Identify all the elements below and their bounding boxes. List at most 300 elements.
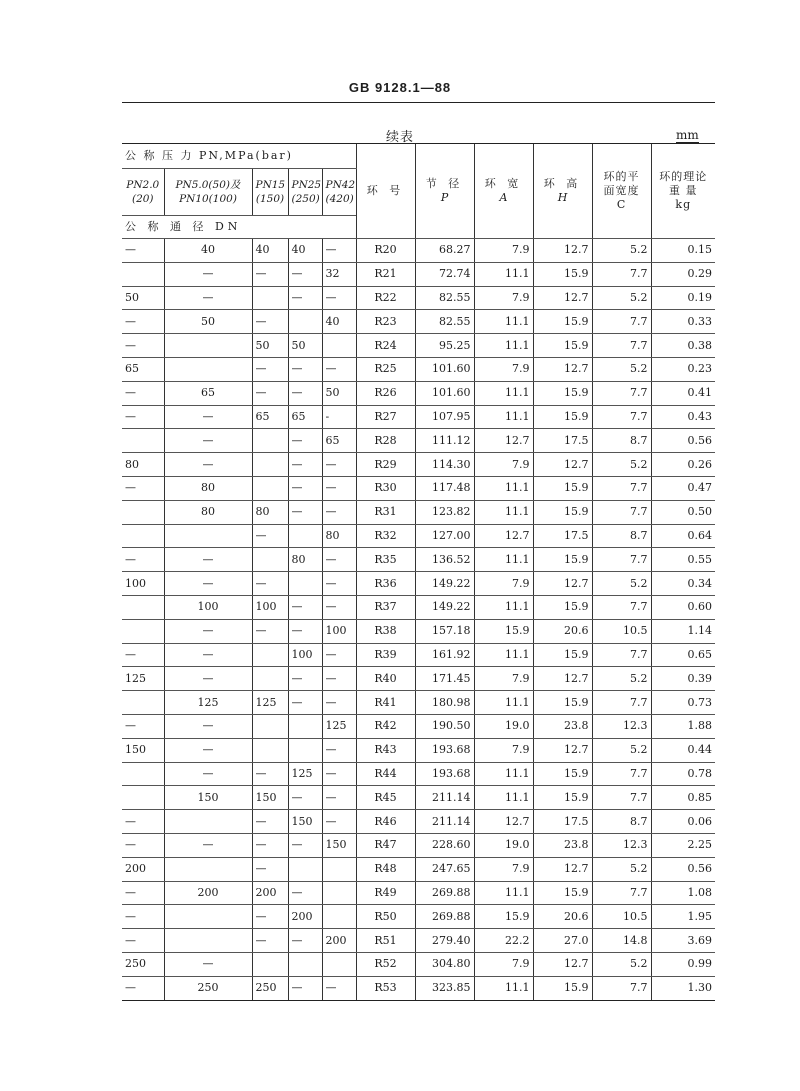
cell-width-a: 11.1 bbox=[474, 334, 533, 358]
cell-height-h: 15.9 bbox=[533, 976, 592, 1000]
cell-pn250: — bbox=[288, 381, 322, 405]
table-row bbox=[122, 952, 715, 976]
cell-pn20: 65 bbox=[122, 357, 164, 381]
cell-width-a: 7.9 bbox=[474, 286, 533, 310]
cell-pn20 bbox=[122, 429, 164, 453]
cell-pn250: — bbox=[288, 976, 322, 1000]
pn-col-5-line2: (420) bbox=[325, 193, 354, 205]
cell-pitch-p: 82.55 bbox=[415, 310, 474, 334]
cell-pn20 bbox=[122, 262, 164, 286]
cell-flat-c: 7.7 bbox=[592, 548, 651, 572]
cell-pn50-100: — bbox=[164, 833, 252, 857]
cell-pn20: 100 bbox=[122, 572, 164, 596]
cell-pn20: — bbox=[122, 310, 164, 334]
cell-pn150: 50 bbox=[252, 334, 288, 358]
pn-col-header-3 bbox=[252, 169, 288, 216]
cell-pn420: — bbox=[322, 762, 356, 786]
cell-pn250: — bbox=[288, 476, 322, 500]
cell-pitch-p: 157.18 bbox=[415, 619, 474, 643]
ring-height-label: 环 高 bbox=[543, 177, 582, 190]
cell-pitch-p: 323.85 bbox=[415, 976, 474, 1000]
cell-ring-no: R50 bbox=[356, 905, 415, 929]
cell-flat-c: 5.2 bbox=[592, 239, 651, 263]
cell-width-a: 11.1 bbox=[474, 691, 533, 715]
cell-ring-no: R43 bbox=[356, 738, 415, 762]
cell-pn420: — bbox=[322, 595, 356, 619]
cell-height-h: 17.5 bbox=[533, 524, 592, 548]
cell-pn250: — bbox=[288, 262, 322, 286]
cell-flat-c: 5.2 bbox=[592, 572, 651, 596]
table-row bbox=[122, 929, 715, 953]
cell-weight-kg: 0.65 bbox=[651, 643, 715, 667]
cell-height-h: 12.7 bbox=[533, 738, 592, 762]
cell-width-a: 15.9 bbox=[474, 905, 533, 929]
weight-label-1: 环的理论 bbox=[659, 170, 708, 183]
cell-pn20: — bbox=[122, 881, 164, 905]
pn-col-1-line2: (20) bbox=[131, 193, 154, 205]
cell-weight-kg: 0.06 bbox=[651, 810, 715, 834]
cell-flat-c: 5.2 bbox=[592, 286, 651, 310]
cell-pn420: 100 bbox=[322, 619, 356, 643]
cell-pitch-p: 107.95 bbox=[415, 405, 474, 429]
table-row bbox=[122, 500, 715, 524]
ring-width-header bbox=[474, 144, 533, 239]
cell-pitch-p: 190.50 bbox=[415, 714, 474, 738]
cell-pn50-100: 100 bbox=[164, 595, 252, 619]
cell-weight-kg: 0.55 bbox=[651, 548, 715, 572]
cell-pn50-100: — bbox=[164, 405, 252, 429]
table-row bbox=[122, 833, 715, 857]
cell-pn50-100 bbox=[164, 857, 252, 881]
cell-ring-no: R48 bbox=[356, 857, 415, 881]
cell-pn50-100: — bbox=[164, 667, 252, 691]
cell-width-a: 11.1 bbox=[474, 310, 533, 334]
cell-pn150 bbox=[252, 453, 288, 477]
cell-weight-kg: 1.88 bbox=[651, 714, 715, 738]
cell-pn150 bbox=[252, 738, 288, 762]
cell-flat-c: 8.7 bbox=[592, 429, 651, 453]
cell-height-h: 12.7 bbox=[533, 952, 592, 976]
cell-pn50-100: — bbox=[164, 572, 252, 596]
cell-pn250 bbox=[288, 952, 322, 976]
cell-pn20: — bbox=[122, 405, 164, 429]
cell-ring-no: R40 bbox=[356, 667, 415, 691]
cell-pitch-p: 149.22 bbox=[415, 572, 474, 596]
cell-width-a: 11.1 bbox=[474, 262, 533, 286]
cell-pn420: — bbox=[322, 548, 356, 572]
cell-pn20: 125 bbox=[122, 667, 164, 691]
cell-flat-c: 5.2 bbox=[592, 952, 651, 976]
table-row bbox=[122, 572, 715, 596]
cell-pn250: — bbox=[288, 500, 322, 524]
table-row bbox=[122, 524, 715, 548]
cell-pn250: — bbox=[288, 595, 322, 619]
cell-pn20 bbox=[122, 691, 164, 715]
cell-flat-c: 7.7 bbox=[592, 262, 651, 286]
cell-pn250: — bbox=[288, 833, 322, 857]
cell-height-h: 15.9 bbox=[533, 786, 592, 810]
cell-pn420: — bbox=[322, 572, 356, 596]
cell-pitch-p: 72.74 bbox=[415, 262, 474, 286]
cell-pn420: — bbox=[322, 691, 356, 715]
cell-weight-kg: 2.25 bbox=[651, 833, 715, 857]
cell-pn50-100: — bbox=[164, 738, 252, 762]
cell-ring-no: R21 bbox=[356, 262, 415, 286]
cell-flat-c: 7.7 bbox=[592, 762, 651, 786]
ring-width-label: 环 宽 bbox=[484, 177, 523, 190]
cell-pn20: 80 bbox=[122, 453, 164, 477]
table-row bbox=[122, 667, 715, 691]
cell-height-h: 23.8 bbox=[533, 714, 592, 738]
cell-pn250: — bbox=[288, 786, 322, 810]
cell-flat-c: 7.7 bbox=[592, 334, 651, 358]
cell-pn20 bbox=[122, 595, 164, 619]
cell-weight-kg: 0.99 bbox=[651, 952, 715, 976]
cell-pn150: — bbox=[252, 762, 288, 786]
cell-pn420: — bbox=[322, 643, 356, 667]
cell-flat-c: 5.2 bbox=[592, 357, 651, 381]
table-row bbox=[122, 595, 715, 619]
cell-flat-c: 7.7 bbox=[592, 595, 651, 619]
pn-col-header-2 bbox=[164, 169, 252, 216]
cell-flat-c: 7.7 bbox=[592, 881, 651, 905]
cell-pn420: — bbox=[322, 500, 356, 524]
cell-pn20 bbox=[122, 500, 164, 524]
cell-height-h: 12.7 bbox=[533, 667, 592, 691]
cell-width-a: 7.9 bbox=[474, 738, 533, 762]
cell-pn150: 80 bbox=[252, 500, 288, 524]
cell-pn50-100: 125 bbox=[164, 691, 252, 715]
cell-pn420: 65 bbox=[322, 429, 356, 453]
cell-weight-kg: 3.69 bbox=[651, 929, 715, 953]
nominal-diameter-header: 公 称 通 径 DN bbox=[122, 216, 356, 239]
cell-weight-kg: 0.23 bbox=[651, 357, 715, 381]
cell-width-a: 19.0 bbox=[474, 833, 533, 857]
cell-pn250: — bbox=[288, 619, 322, 643]
pn-col-2-line1: PN5.0(50)及 bbox=[175, 179, 241, 191]
unit-label bbox=[676, 128, 699, 142]
cell-pn50-100: 40 bbox=[164, 239, 252, 263]
cell-pn420: — bbox=[322, 286, 356, 310]
cell-pitch-p: 304.80 bbox=[415, 952, 474, 976]
cell-height-h: 15.9 bbox=[533, 405, 592, 429]
table-row bbox=[122, 453, 715, 477]
cell-pn20 bbox=[122, 524, 164, 548]
cell-pn420: — bbox=[322, 738, 356, 762]
cell-pn420: — bbox=[322, 810, 356, 834]
cell-pn150: 65 bbox=[252, 405, 288, 429]
cell-pn150 bbox=[252, 286, 288, 310]
pn-col-header-1 bbox=[122, 169, 164, 216]
ring-height-symbol: H bbox=[557, 191, 568, 204]
cell-pn150 bbox=[252, 429, 288, 453]
cell-ring-no: R46 bbox=[356, 810, 415, 834]
cell-pitch-p: 161.92 bbox=[415, 643, 474, 667]
cell-width-a: 11.1 bbox=[474, 548, 533, 572]
pn-col-header-4 bbox=[288, 169, 322, 216]
cell-pitch-p: 95.25 bbox=[415, 334, 474, 358]
cell-pn50-100 bbox=[164, 357, 252, 381]
cell-height-h: 12.7 bbox=[533, 286, 592, 310]
cell-pn250 bbox=[288, 738, 322, 762]
cell-weight-kg: 0.43 bbox=[651, 405, 715, 429]
table-row bbox=[122, 905, 715, 929]
cell-pitch-p: 114.30 bbox=[415, 453, 474, 477]
cell-pn150: — bbox=[252, 310, 288, 334]
cell-pn50-100: 50 bbox=[164, 310, 252, 334]
cell-ring-no: R25 bbox=[356, 357, 415, 381]
cell-ring-no: R35 bbox=[356, 548, 415, 572]
cell-pn150: — bbox=[252, 262, 288, 286]
table-row bbox=[122, 643, 715, 667]
cell-height-h: 12.7 bbox=[533, 572, 592, 596]
cell-pn250: 50 bbox=[288, 334, 322, 358]
cell-pn20: 50 bbox=[122, 286, 164, 310]
cell-ring-no: R29 bbox=[356, 453, 415, 477]
cell-pn250: 80 bbox=[288, 548, 322, 572]
cell-ring-no: R24 bbox=[356, 334, 415, 358]
cell-width-a: 7.9 bbox=[474, 952, 533, 976]
table-row bbox=[122, 429, 715, 453]
cell-weight-kg: 0.26 bbox=[651, 453, 715, 477]
cell-width-a: 22.2 bbox=[474, 929, 533, 953]
cell-pitch-p: 211.14 bbox=[415, 786, 474, 810]
cell-ring-no: R45 bbox=[356, 786, 415, 810]
cell-pn50-100 bbox=[164, 929, 252, 953]
cell-height-h: 15.9 bbox=[533, 548, 592, 572]
cell-ring-no: R22 bbox=[356, 286, 415, 310]
cell-flat-c: 7.7 bbox=[592, 381, 651, 405]
cell-pitch-p: 111.12 bbox=[415, 429, 474, 453]
cell-flat-c: 7.7 bbox=[592, 405, 651, 429]
cell-pitch-p: 193.68 bbox=[415, 762, 474, 786]
cell-pn20 bbox=[122, 786, 164, 810]
cell-pn420 bbox=[322, 881, 356, 905]
cell-width-a: 12.7 bbox=[474, 429, 533, 453]
cell-pn420: — bbox=[322, 476, 356, 500]
cell-pn250: — bbox=[288, 286, 322, 310]
cell-height-h: 23.8 bbox=[533, 833, 592, 857]
cell-pn420: 32 bbox=[322, 262, 356, 286]
pn-col-4-line2: (250) bbox=[291, 193, 320, 205]
cell-height-h: 20.6 bbox=[533, 619, 592, 643]
cell-ring-no: R20 bbox=[356, 239, 415, 263]
pn-col-2-line2: PN10(100) bbox=[179, 193, 237, 205]
ring-width-symbol: A bbox=[499, 191, 508, 204]
table-row bbox=[122, 976, 715, 1000]
cell-width-a: 11.1 bbox=[474, 476, 533, 500]
cell-pn20: — bbox=[122, 833, 164, 857]
pn-col-header-5 bbox=[322, 169, 356, 216]
cell-ring-no: R44 bbox=[356, 762, 415, 786]
cell-pn50-100: — bbox=[164, 262, 252, 286]
cell-pn420: 50 bbox=[322, 381, 356, 405]
cell-pitch-p: 269.88 bbox=[415, 905, 474, 929]
cell-flat-c: 8.7 bbox=[592, 524, 651, 548]
cell-width-a: 11.1 bbox=[474, 881, 533, 905]
cell-pn150: — bbox=[252, 524, 288, 548]
cell-pn250 bbox=[288, 857, 322, 881]
cell-height-h: 12.7 bbox=[533, 857, 592, 881]
cell-flat-c: 10.5 bbox=[592, 905, 651, 929]
cell-height-h: 15.9 bbox=[533, 334, 592, 358]
cell-pn150: 200 bbox=[252, 881, 288, 905]
cell-pn250: 100 bbox=[288, 643, 322, 667]
cell-pn50-100: — bbox=[164, 548, 252, 572]
table-row bbox=[122, 619, 715, 643]
cell-weight-kg: 1.95 bbox=[651, 905, 715, 929]
pitch-diameter-symbol: P bbox=[440, 191, 449, 204]
cell-flat-c: 5.2 bbox=[592, 667, 651, 691]
cell-pn150: — bbox=[252, 381, 288, 405]
cell-pn20: — bbox=[122, 334, 164, 358]
cell-height-h: 15.9 bbox=[533, 476, 592, 500]
cell-weight-kg: 0.15 bbox=[651, 239, 715, 263]
pn-col-4-line1: PN25 bbox=[291, 179, 322, 191]
cell-ring-no: R30 bbox=[356, 476, 415, 500]
weight-label-2: 重 量 bbox=[669, 184, 698, 197]
cell-height-h: 17.5 bbox=[533, 810, 592, 834]
cell-pn150: 250 bbox=[252, 976, 288, 1000]
cell-pn150: — bbox=[252, 833, 288, 857]
cell-height-h: 12.7 bbox=[533, 453, 592, 477]
cell-width-a: 19.0 bbox=[474, 714, 533, 738]
cell-pn150: — bbox=[252, 357, 288, 381]
cell-weight-kg: 0.73 bbox=[651, 691, 715, 715]
cell-height-h: 12.7 bbox=[533, 357, 592, 381]
cell-weight-kg: 0.56 bbox=[651, 857, 715, 881]
cell-pn420: — bbox=[322, 453, 356, 477]
pn-col-1-line1: PN2.0 bbox=[126, 179, 160, 191]
table-row bbox=[122, 357, 715, 381]
cell-pn420: 40 bbox=[322, 310, 356, 334]
cell-pn150: — bbox=[252, 619, 288, 643]
cell-pn50-100: 80 bbox=[164, 500, 252, 524]
cell-height-h: 27.0 bbox=[533, 929, 592, 953]
cell-pn420 bbox=[322, 952, 356, 976]
cell-flat-c: 5.2 bbox=[592, 738, 651, 762]
cell-width-a: 7.9 bbox=[474, 357, 533, 381]
cell-pn150: 125 bbox=[252, 691, 288, 715]
pitch-diameter-header bbox=[415, 144, 474, 239]
cell-pn50-100: — bbox=[164, 762, 252, 786]
cell-width-a: 7.9 bbox=[474, 857, 533, 881]
cell-pn420 bbox=[322, 857, 356, 881]
cell-width-a: 11.1 bbox=[474, 643, 533, 667]
table-row bbox=[122, 405, 715, 429]
cell-pn250: — bbox=[288, 429, 322, 453]
cell-pn50-100: 250 bbox=[164, 976, 252, 1000]
ring-number-label: 环 号 bbox=[366, 184, 405, 197]
cell-ring-no: R47 bbox=[356, 833, 415, 857]
cell-pitch-p: 68.27 bbox=[415, 239, 474, 263]
cell-pn20: — bbox=[122, 905, 164, 929]
cell-pn250: — bbox=[288, 357, 322, 381]
cell-flat-c: 7.7 bbox=[592, 500, 651, 524]
cell-flat-c: 7.7 bbox=[592, 786, 651, 810]
cell-ring-no: R52 bbox=[356, 952, 415, 976]
cell-flat-c: 8.7 bbox=[592, 810, 651, 834]
cell-pn20: — bbox=[122, 381, 164, 405]
cell-height-h: 20.6 bbox=[533, 905, 592, 929]
flat-width-header bbox=[592, 144, 651, 239]
cell-pn420: — bbox=[322, 786, 356, 810]
flat-width-symbol: C bbox=[616, 198, 627, 211]
cell-width-a: 11.1 bbox=[474, 381, 533, 405]
cell-weight-kg: 0.56 bbox=[651, 429, 715, 453]
cell-pn50-100 bbox=[164, 905, 252, 929]
table-row bbox=[122, 334, 715, 358]
cell-weight-kg: 0.85 bbox=[651, 786, 715, 810]
pn-col-3-line2: (150) bbox=[255, 193, 285, 205]
cell-weight-kg: 0.41 bbox=[651, 381, 715, 405]
cell-flat-c: 7.7 bbox=[592, 976, 651, 1000]
cell-weight-kg: 1.08 bbox=[651, 881, 715, 905]
cell-ring-no: R28 bbox=[356, 429, 415, 453]
weight-unit: kg bbox=[675, 198, 692, 211]
cell-ring-no: R41 bbox=[356, 691, 415, 715]
cell-weight-kg: 1.14 bbox=[651, 619, 715, 643]
cell-ring-no: R42 bbox=[356, 714, 415, 738]
flat-width-label-1: 环的平 bbox=[603, 170, 640, 183]
cell-pn250: 65 bbox=[288, 405, 322, 429]
cell-pn50-100: — bbox=[164, 714, 252, 738]
header-rule bbox=[122, 102, 715, 103]
cell-pn150 bbox=[252, 643, 288, 667]
cell-width-a: 11.1 bbox=[474, 500, 533, 524]
cell-pn20: — bbox=[122, 476, 164, 500]
cell-pn420: 80 bbox=[322, 524, 356, 548]
table-caption: 续表 bbox=[385, 130, 414, 145]
cell-pn50-100: 150 bbox=[164, 786, 252, 810]
cell-pn50-100: — bbox=[164, 643, 252, 667]
cell-pn150: 100 bbox=[252, 595, 288, 619]
cell-pn250 bbox=[288, 572, 322, 596]
cell-pn250 bbox=[288, 310, 322, 334]
table-row bbox=[122, 762, 715, 786]
table-row bbox=[122, 286, 715, 310]
cell-ring-no: R39 bbox=[356, 643, 415, 667]
cell-pitch-p: 228.60 bbox=[415, 833, 474, 857]
cell-pn250: — bbox=[288, 453, 322, 477]
cell-pn20 bbox=[122, 619, 164, 643]
cell-width-a: 15.9 bbox=[474, 619, 533, 643]
cell-flat-c: 7.7 bbox=[592, 643, 651, 667]
cell-pn50-100: — bbox=[164, 286, 252, 310]
cell-pn250 bbox=[288, 524, 322, 548]
cell-pitch-p: 82.55 bbox=[415, 286, 474, 310]
cell-pn150 bbox=[252, 952, 288, 976]
cell-ring-no: R49 bbox=[356, 881, 415, 905]
cell-pn20: — bbox=[122, 929, 164, 953]
cell-pn420 bbox=[322, 905, 356, 929]
flat-width-label-2: 面宽度 bbox=[603, 184, 640, 197]
cell-pn50-100: — bbox=[164, 429, 252, 453]
unit-text: mm bbox=[676, 128, 699, 142]
cell-weight-kg: 0.34 bbox=[651, 572, 715, 596]
cell-pn50-100: 65 bbox=[164, 381, 252, 405]
cell-pitch-p: 247.65 bbox=[415, 857, 474, 881]
cell-pn150: 150 bbox=[252, 786, 288, 810]
ring-dimension-table bbox=[122, 143, 715, 1001]
cell-pn20: — bbox=[122, 239, 164, 263]
cell-pn50-100: 200 bbox=[164, 881, 252, 905]
cell-ring-no: R36 bbox=[356, 572, 415, 596]
cell-pn50-100: — bbox=[164, 619, 252, 643]
cell-pitch-p: 180.98 bbox=[415, 691, 474, 715]
cell-pn50-100 bbox=[164, 334, 252, 358]
cell-pn20: — bbox=[122, 643, 164, 667]
